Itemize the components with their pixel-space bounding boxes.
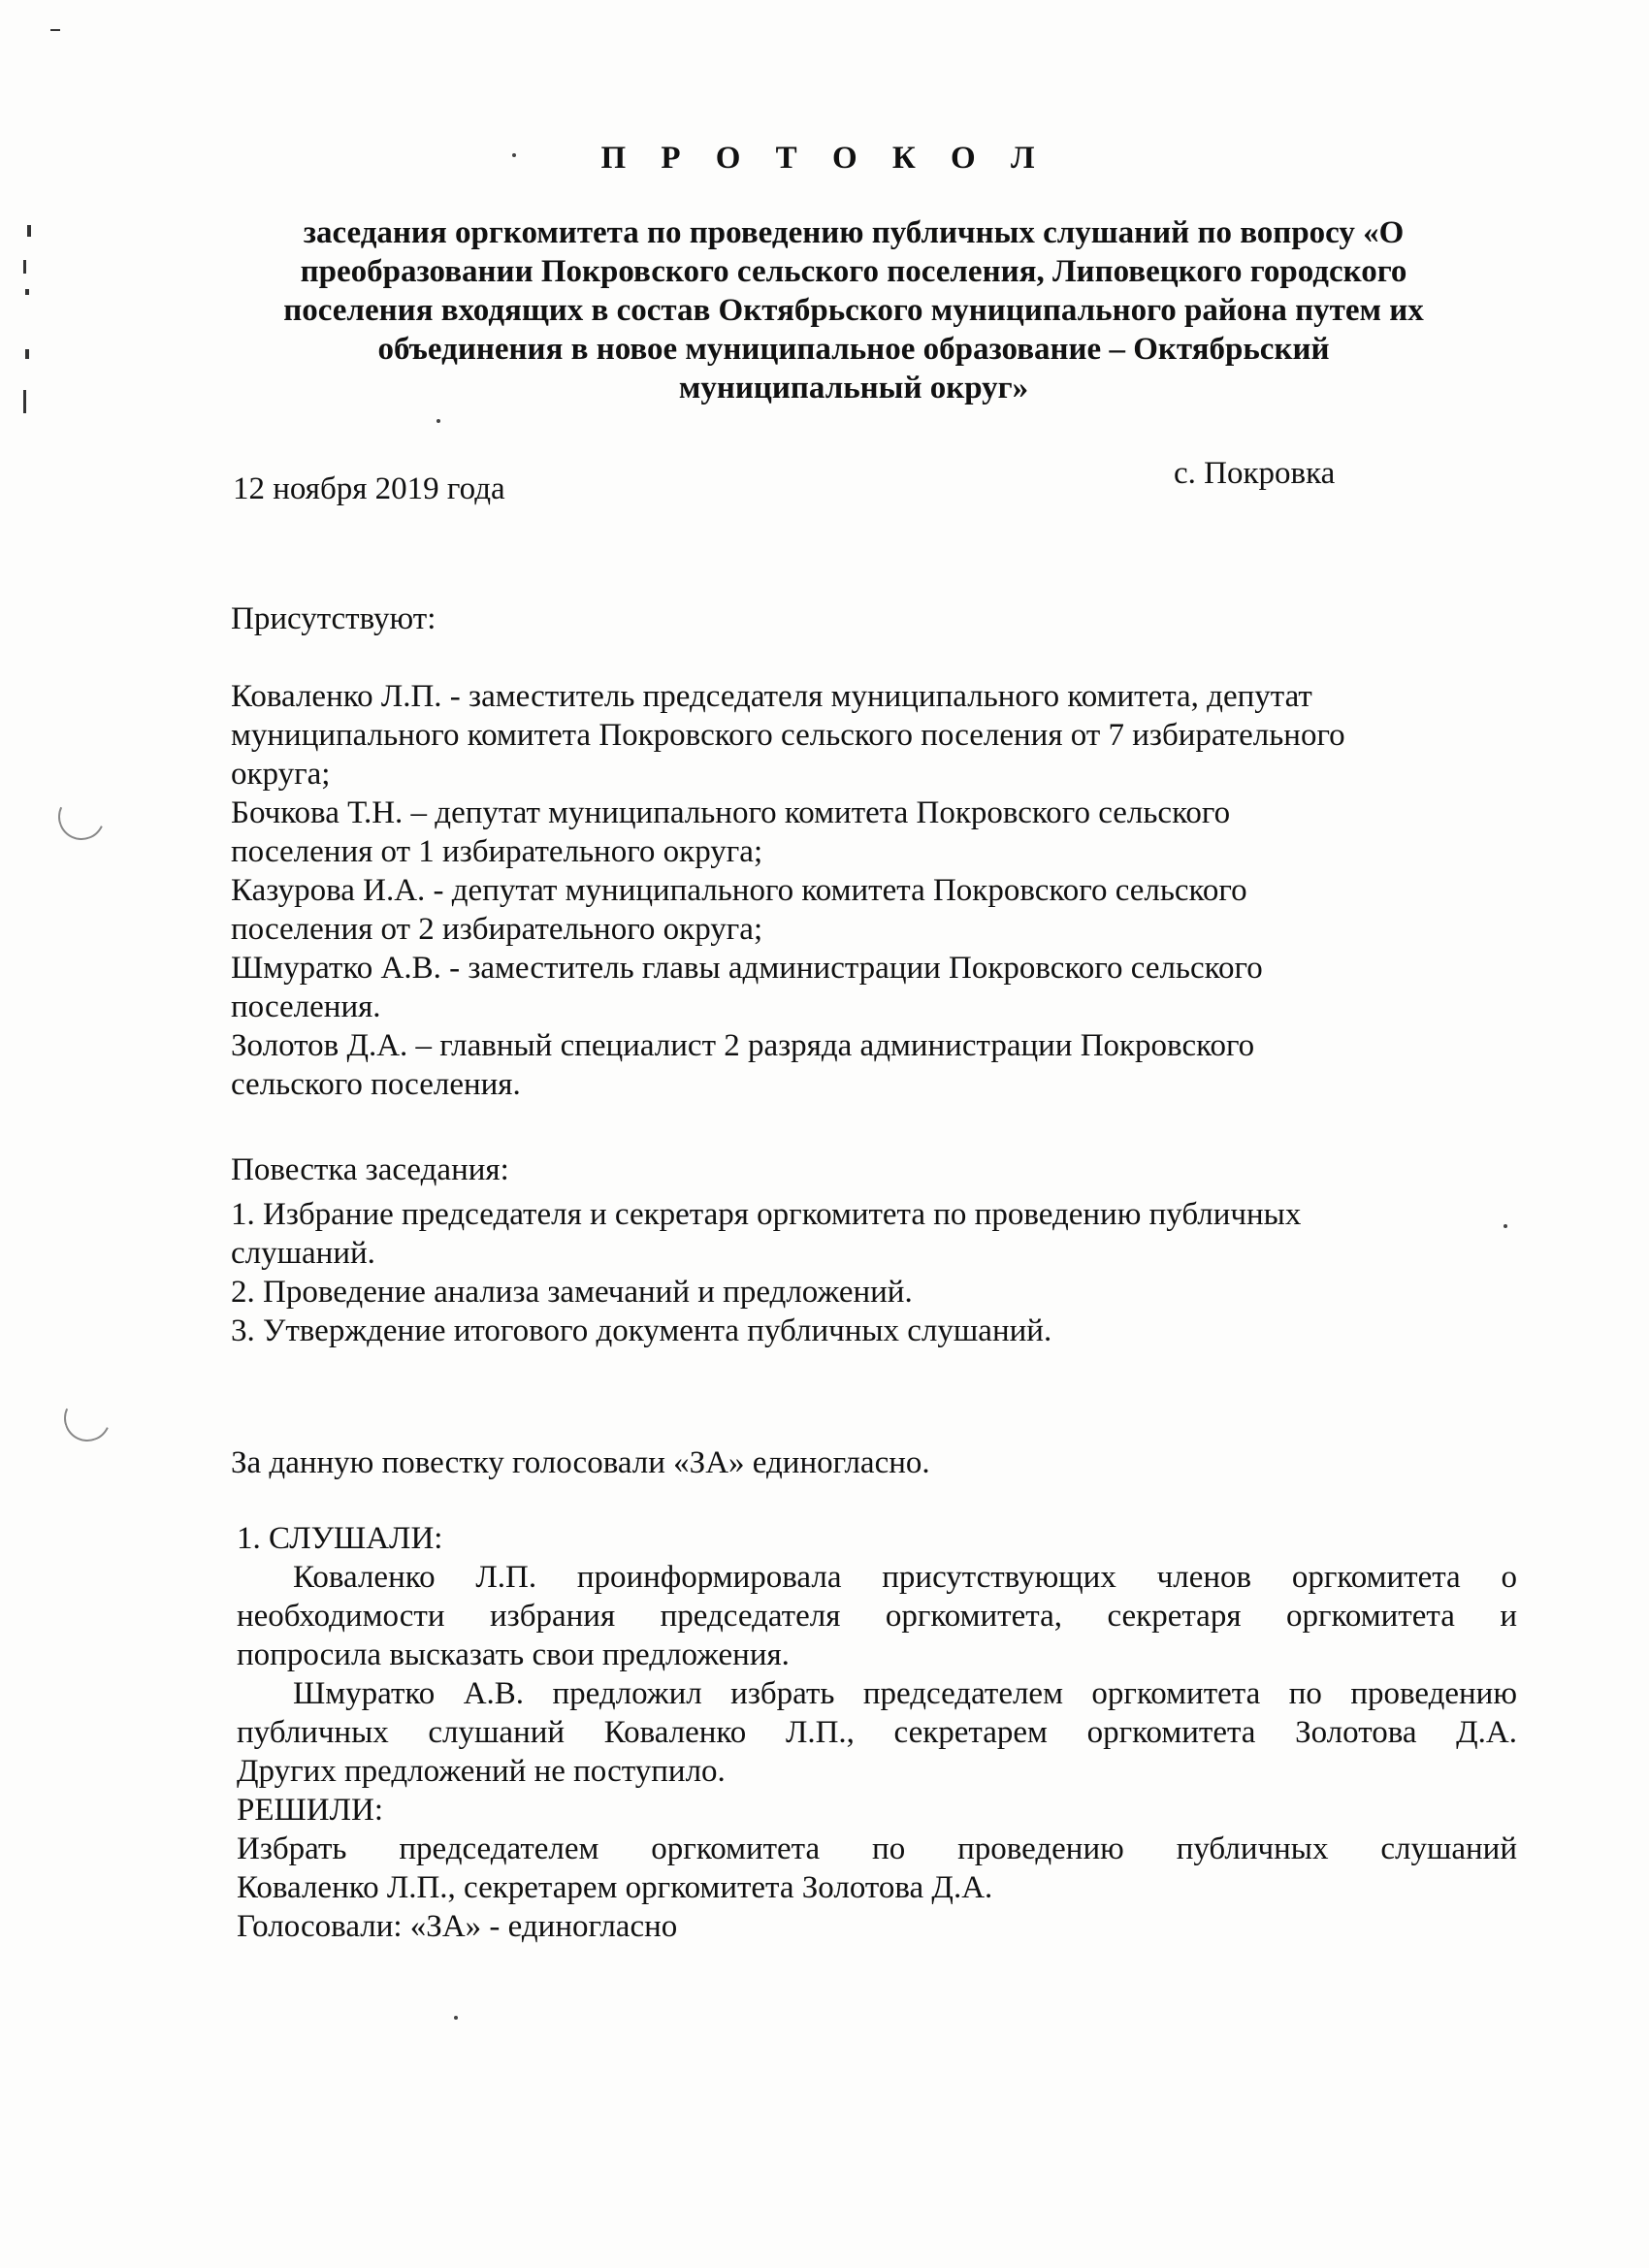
scan-mark bbox=[25, 289, 29, 295]
document-title: П Р О Т О К О Л bbox=[600, 141, 1049, 176]
attendee-line: муниципального комитета Покровского сельского поселения от 7 избирательного bbox=[231, 718, 1345, 753]
attendee-line: Коваленко Л.П. - заместитель председателя муниципального комитета, депутат bbox=[231, 679, 1312, 714]
attendee-line: Казурова И.А. - депутат муниципального комитета Покровского сельского bbox=[231, 873, 1247, 908]
attendee-line: Бочкова Т.Н. – депутат муниципального комитета Покровского сельского bbox=[231, 795, 1231, 830]
punch-hole bbox=[57, 1388, 117, 1448]
subtitle-line: преобразовании Покровского сельского поселения, Липовецкого городского bbox=[300, 254, 1407, 289]
paragraph-line: Шмуратко А.В. предложил избрать председателем оргкомитета по проведению bbox=[293, 1676, 1517, 1711]
section-heard bbox=[237, 1519, 1517, 1946]
attendees-section bbox=[231, 599, 1511, 1104]
agenda-section bbox=[231, 1150, 1511, 1350]
subtitle-line: поселения входящих в состав Октябрьского муниципального района путем их bbox=[283, 293, 1424, 328]
attendee-line: Шмуратко А.В. - заместитель главы администрации Покровского сельского bbox=[231, 951, 1263, 986]
agenda-vote-text: За данную повестку голосовали «ЗА» единогласно. bbox=[231, 1445, 930, 1480]
decision-line: Коваленко Л.П., секретарем оргкомитета Золотова Д.А. bbox=[237, 1870, 993, 1905]
attendee-line: поселения от 1 избирательного округа; bbox=[231, 834, 763, 869]
attendee-line: сельского поселения. bbox=[231, 1067, 521, 1102]
agenda-vote bbox=[231, 1443, 1511, 1482]
document-subtitle bbox=[213, 213, 1494, 407]
subtitle-line: муниципальный округ» bbox=[678, 371, 1029, 405]
agenda-item: слушаний. bbox=[231, 1236, 375, 1271]
subtitle-line: заседания оргкомитета по проведению публичных слушаний по вопросу «О bbox=[303, 215, 1405, 250]
attendee-line: Золотов Д.А. – главный специалист 2 разряда администрации Покровского bbox=[231, 1028, 1255, 1063]
attendees-heading: Присутствуют: bbox=[231, 601, 436, 636]
attendee-line: поселения от 2 избирательного округа; bbox=[231, 912, 763, 947]
agenda-item: 1. Избрание председателя и секретаря оргкомитета по проведению публичных bbox=[231, 1197, 1302, 1232]
scan-mark bbox=[25, 349, 29, 359]
scan-mark bbox=[23, 260, 26, 274]
paragraph-line: Других предложений не поступило. bbox=[237, 1754, 726, 1789]
speck bbox=[436, 419, 440, 423]
speck bbox=[454, 2016, 458, 2020]
decision-vote: Голосовали: «ЗА» - единогласно bbox=[237, 1909, 678, 1944]
subtitle-line: объединения в новое муниципальное образование – Октябрьский bbox=[377, 332, 1330, 367]
paragraph-line: попросила высказать свои предложения. bbox=[237, 1637, 790, 1672]
paragraph-line: публичных слушаний Коваленко Л.П., секретарем оргкомитета Золотова Д.А. bbox=[237, 1715, 1517, 1750]
scan-mark bbox=[23, 390, 26, 413]
scan-mark bbox=[50, 29, 60, 31]
attendee-line: округа; bbox=[231, 757, 331, 792]
heard-label: 1. СЛУШАЛИ: bbox=[237, 1521, 443, 1556]
scan-mark bbox=[27, 225, 31, 237]
agenda-item: 3. Утверждение итогового документа публичных слушаний. bbox=[231, 1313, 1052, 1348]
agenda-item: 2. Проведение анализа замечаний и предложений. bbox=[231, 1275, 913, 1310]
punch-hole bbox=[51, 787, 112, 847]
paragraph-line: Коваленко Л.П. проинформировала присутствующих членов оргкомитета о bbox=[293, 1560, 1517, 1595]
paragraph-line: необходимости избрания председателя оргкомитета, секретаря оргкомитета и bbox=[237, 1599, 1517, 1634]
meeting-date: 12 ноября 2019 года bbox=[233, 471, 505, 506]
agenda-heading: Повестка заседания: bbox=[231, 1152, 509, 1187]
attendee-line: поселения. bbox=[231, 989, 381, 1024]
decision-line: Избрать председателем оргкомитета по проведению публичных слушаний bbox=[237, 1831, 1517, 1866]
meeting-place: с. Покровка bbox=[1174, 456, 1336, 491]
decided-label: РЕШИЛИ: bbox=[237, 1793, 384, 1828]
